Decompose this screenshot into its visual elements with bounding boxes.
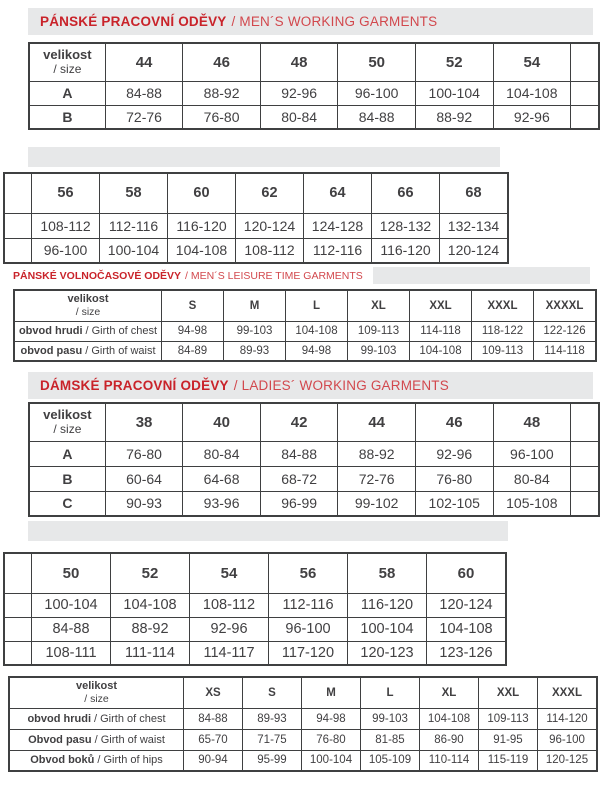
value-cell: 92-96: [415, 441, 493, 466]
table-header-row: [14, 290, 596, 321]
section-title-english: / LADIES´ WORKING GARMENTS: [233, 378, 449, 393]
table-row: [4, 213, 508, 238]
value-cell: 99-102: [338, 491, 416, 516]
value-cell: 120-124: [427, 593, 507, 617]
ladies-working-sizes-table-38-48: [28, 402, 600, 517]
size-header-cell: 52: [415, 43, 493, 81]
empty-cell: [4, 617, 32, 641]
corner-label-english: / size: [84, 693, 109, 706]
size-header-cell: XS: [184, 677, 243, 708]
value-cell: 132-134: [440, 213, 509, 238]
value-cell: 84-88: [105, 81, 183, 105]
value-cell: 76-80: [302, 729, 361, 750]
row-label-cell: [14, 341, 162, 361]
table-header-row: [4, 553, 506, 593]
section-title-czech: PÁNSKÉ PRACOVNÍ ODĚVY: [40, 14, 227, 29]
value-cell: 72-76: [338, 466, 416, 491]
size-header-cell: 56: [32, 173, 100, 213]
size-header-cell: XXXL: [472, 290, 534, 321]
value-cell: 124-128: [304, 213, 372, 238]
corner-label-czech: velikost: [43, 406, 92, 422]
table-header-row: [4, 173, 508, 213]
empty-cell: [571, 105, 599, 129]
row-label-czech: Obvod pasu: [28, 733, 92, 746]
value-cell: 102-105: [415, 491, 493, 516]
size-corner-cell: [14, 290, 162, 321]
size-header-cell: L: [286, 290, 348, 321]
value-cell: 117-120: [269, 641, 348, 665]
value-cell: 80-84: [493, 466, 571, 491]
gray-filler-band: [373, 267, 590, 284]
mens-working-sizes-table-44-54: [28, 42, 600, 130]
value-cell: 104-108: [168, 238, 236, 263]
size-header-cell: 44: [105, 43, 183, 81]
value-cell: 116-120: [372, 238, 440, 263]
table-header-row: [29, 403, 599, 441]
value-cell: 91-95: [479, 729, 538, 750]
value-cell: 111-114: [111, 641, 190, 665]
corner-label-english: / size: [75, 306, 101, 319]
value-cell: 60-64: [105, 466, 183, 491]
ladies-girth-sizes-table: [8, 676, 598, 772]
value-cell: 96-100: [32, 238, 100, 263]
size-corner-cell: [9, 677, 184, 708]
size-corner-cell: [29, 43, 105, 81]
value-cell: 104-108: [420, 708, 479, 729]
section-title-ladies-working: [28, 372, 593, 399]
value-cell: 84-88: [338, 105, 416, 129]
value-cell: 109-113: [472, 341, 534, 361]
table-row: [29, 81, 599, 105]
value-cell: 88-92: [111, 617, 190, 641]
mens-working-sizes-table-56-68: [3, 172, 509, 264]
size-header-cell: 42: [260, 403, 338, 441]
ladies-girth-sizes-table: [8, 676, 598, 772]
value-cell: 94-98: [286, 341, 348, 361]
value-cell: 120-125: [538, 750, 598, 771]
value-cell: 109-113: [348, 321, 410, 341]
size-header-cell: 46: [415, 403, 493, 441]
table-row: [4, 617, 506, 641]
value-cell: 86-90: [420, 729, 479, 750]
value-cell: 92-96: [190, 617, 269, 641]
value-cell: 84-88: [184, 708, 243, 729]
row-label-czech: obvod hrudi: [18, 325, 83, 337]
size-header-cell: 44: [338, 403, 416, 441]
table-row: [4, 641, 506, 665]
value-cell: 116-120: [348, 593, 427, 617]
row-label-cell: [9, 729, 184, 750]
value-cell: 76-80: [105, 441, 183, 466]
value-cell: 104-108: [410, 341, 472, 361]
section-title-mens-leisure: [13, 267, 590, 284]
value-cell: 81-85: [361, 729, 420, 750]
value-cell: 84-88: [260, 441, 338, 466]
row-label-cell: [14, 321, 162, 341]
value-cell: 105-108: [493, 491, 571, 516]
size-header-cell: XL: [348, 290, 410, 321]
value-cell: 94-98: [302, 708, 361, 729]
value-cell: 118-122: [472, 321, 534, 341]
size-header-cell: XL: [420, 677, 479, 708]
empty-gray-band: [28, 521, 508, 541]
value-cell: 110-114: [420, 750, 479, 771]
mens-working-sizes-table-44-54: [28, 42, 600, 130]
value-cell: 89-93: [224, 341, 286, 361]
value-cell: 100-104: [348, 617, 427, 641]
table-header-row: [29, 43, 599, 81]
empty-header-cell: [4, 173, 32, 213]
row-label-cell: A: [29, 81, 105, 105]
mens-leisure-sizes-table: [13, 289, 597, 362]
value-cell: 96-99: [260, 491, 338, 516]
size-header-cell: 46: [183, 43, 261, 81]
row-label-cell: B: [29, 466, 105, 491]
value-cell: 109-113: [479, 708, 538, 729]
value-cell: 94-98: [162, 321, 224, 341]
value-cell: 92-96: [493, 105, 571, 129]
value-cell: 96-100: [538, 729, 598, 750]
value-cell: 114-118: [534, 341, 597, 361]
value-cell: 80-84: [260, 105, 338, 129]
ladies-working-sizes-table-50-60: [3, 552, 507, 666]
size-header-cell: 64: [304, 173, 372, 213]
row-label-czech: obvod hrudi: [27, 712, 91, 725]
value-cell: 120-124: [236, 213, 304, 238]
section-title-mens-working: [28, 8, 593, 35]
corner-label-english: / size: [53, 421, 82, 436]
value-cell: 80-84: [183, 441, 261, 466]
size-header-cell: 60: [427, 553, 507, 593]
value-cell: 104-108: [493, 81, 571, 105]
value-cell: 84-89: [162, 341, 224, 361]
value-cell: 96-100: [269, 617, 348, 641]
row-label-english: / Girth of chest: [85, 325, 158, 337]
value-cell: 96-100: [338, 81, 416, 105]
value-cell: 114-117: [190, 641, 269, 665]
row-label-cell: C: [29, 491, 105, 516]
size-header-cell: 50: [32, 553, 111, 593]
table-row: [9, 729, 597, 750]
table-row: [29, 491, 599, 516]
mens-leisure-sizes-table: [13, 289, 597, 362]
empty-cell: [4, 593, 32, 617]
corner-label-czech: velikost: [76, 680, 117, 693]
value-cell: 108-112: [190, 593, 269, 617]
row-label-english: / Girth of waist: [94, 733, 165, 746]
size-header-cell: 40: [183, 403, 261, 441]
size-header-cell: XXL: [410, 290, 472, 321]
size-header-cell: 58: [100, 173, 168, 213]
mens-working-sizes-table-56-68: [3, 172, 509, 264]
value-cell: 128-132: [372, 213, 440, 238]
row-label-cell: [9, 708, 184, 729]
value-cell: 100-104: [302, 750, 361, 771]
table-row: [14, 341, 596, 361]
empty-header-cell: [571, 403, 599, 441]
empty-cell: [4, 641, 32, 665]
value-cell: 99-103: [348, 341, 410, 361]
value-cell: 108-112: [32, 213, 100, 238]
table-row: [4, 238, 508, 263]
value-cell: 114-118: [410, 321, 472, 341]
size-header-cell: L: [361, 677, 420, 708]
value-cell: 116-120: [168, 213, 236, 238]
empty-cell: [571, 466, 599, 491]
ladies-working-sizes-table-38-48: [28, 402, 600, 517]
value-cell: 90-93: [105, 491, 183, 516]
value-cell: 112-116: [269, 593, 348, 617]
empty-header-cell: [4, 553, 32, 593]
value-cell: 114-120: [538, 708, 598, 729]
size-header-cell: 62: [236, 173, 304, 213]
empty-cell: [4, 238, 32, 263]
table-row: [29, 466, 599, 491]
row-label-cell: [9, 750, 184, 771]
row-label-english: / Girth of waist: [85, 344, 156, 357]
value-cell: 112-116: [100, 213, 168, 238]
row-label-czech: Obvod boků: [30, 754, 95, 767]
empty-cell: [571, 81, 599, 105]
value-cell: 96-100: [493, 441, 571, 466]
value-cell: 123-126: [427, 641, 507, 665]
row-label-cell: A: [29, 441, 105, 466]
empty-cell: [4, 213, 32, 238]
size-header-cell: 52: [111, 553, 190, 593]
value-cell: 76-80: [183, 105, 261, 129]
table-row: [29, 441, 599, 466]
table-row: [29, 105, 599, 129]
size-header-cell: 66: [372, 173, 440, 213]
value-cell: 104-108: [286, 321, 348, 341]
value-cell: 112-116: [304, 238, 372, 263]
size-header-cell: S: [243, 677, 302, 708]
value-cell: 99-103: [361, 708, 420, 729]
size-header-cell: 48: [260, 43, 338, 81]
value-cell: 95-99: [243, 750, 302, 771]
size-header-cell: M: [224, 290, 286, 321]
size-header-cell: 50: [338, 43, 416, 81]
value-cell: 93-96: [183, 491, 261, 516]
size-header-cell: S: [162, 290, 224, 321]
value-cell: 68-72: [260, 466, 338, 491]
size-header-cell: 56: [269, 553, 348, 593]
size-header-cell: 38: [105, 403, 183, 441]
empty-gray-band: [28, 147, 500, 167]
section-title-czech: PÁNSKÉ VOLNOČASOVÉ ODĚVY: [13, 269, 182, 282]
value-cell: 105-109: [361, 750, 420, 771]
section-title-english: / MEN´S WORKING GARMENTS: [231, 14, 438, 29]
value-cell: 89-93: [243, 708, 302, 729]
table-row: [9, 708, 597, 729]
table-row: [14, 321, 596, 341]
size-corner-cell: [29, 403, 105, 441]
table-row: [9, 750, 597, 771]
value-cell: 120-123: [348, 641, 427, 665]
value-cell: 88-92: [338, 441, 416, 466]
value-cell: 71-75: [243, 729, 302, 750]
section-title-english: / MEN´S LEISURE TIME GARMENTS: [185, 269, 363, 282]
empty-header-cell: [571, 43, 599, 81]
value-cell: 100-104: [415, 81, 493, 105]
corner-label-english: / size: [53, 61, 82, 76]
value-cell: 84-88: [32, 617, 111, 641]
table-header-row: [9, 677, 597, 708]
empty-cell: [571, 491, 599, 516]
size-header-cell: M: [302, 677, 361, 708]
size-header-cell: XXXL: [538, 677, 598, 708]
value-cell: 92-96: [260, 81, 338, 105]
value-cell: 99-103: [224, 321, 286, 341]
size-header-cell: 54: [190, 553, 269, 593]
corner-label-czech: velikost: [67, 293, 109, 306]
row-label-english: / Girth of hips: [97, 754, 163, 767]
row-label-czech: obvod pasu: [20, 344, 83, 357]
size-header-cell: 48: [493, 403, 571, 441]
size-header-cell: 68: [440, 173, 509, 213]
value-cell: 108-112: [236, 238, 304, 263]
value-cell: 65-70: [184, 729, 243, 750]
value-cell: 120-124: [440, 238, 509, 263]
row-label-english: / Girth of chest: [94, 712, 166, 725]
table-row: [4, 593, 506, 617]
value-cell: 100-104: [32, 593, 111, 617]
row-label-cell: B: [29, 105, 105, 129]
size-header-cell: XXL: [479, 677, 538, 708]
value-cell: 64-68: [183, 466, 261, 491]
value-cell: 122-126: [534, 321, 597, 341]
size-header-cell: 58: [348, 553, 427, 593]
value-cell: 104-108: [427, 617, 507, 641]
size-header-cell: 60: [168, 173, 236, 213]
section-title-czech: DÁMSKÉ PRACOVNÍ ODĚVY: [40, 378, 229, 393]
size-header-cell: 54: [493, 43, 571, 81]
value-cell: 88-92: [183, 81, 261, 105]
value-cell: 76-80: [415, 466, 493, 491]
value-cell: 108-111: [32, 641, 111, 665]
value-cell: 100-104: [100, 238, 168, 263]
value-cell: 104-108: [111, 593, 190, 617]
size-header-cell: XXXXL: [534, 290, 597, 321]
value-cell: 90-94: [184, 750, 243, 771]
value-cell: 88-92: [415, 105, 493, 129]
empty-cell: [571, 441, 599, 466]
corner-label-czech: velikost: [43, 46, 92, 62]
value-cell: 72-76: [105, 105, 183, 129]
value-cell: 115-119: [479, 750, 538, 771]
ladies-working-sizes-table-50-60: [3, 552, 507, 666]
